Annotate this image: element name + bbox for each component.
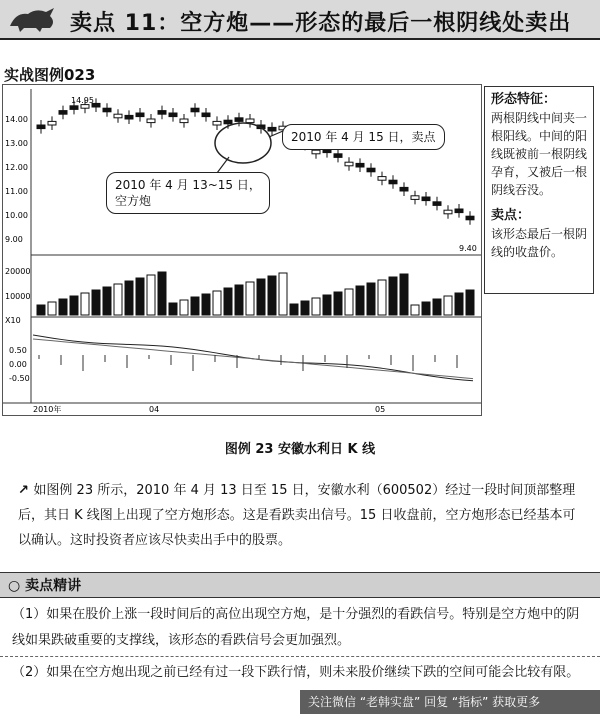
candle-body — [411, 196, 419, 200]
volume-bar — [257, 279, 265, 315]
volume-bar — [367, 283, 375, 315]
volume-bar — [378, 280, 386, 315]
volume-bar — [334, 292, 342, 315]
volume-bar — [301, 301, 309, 315]
point-1: （1）如果在股价上涨一段时间后的高位出现空方炮，是十分强烈的看跌信号。特别是空方炮中的阴线如果跌破重要的支撑线，该形态的看跌信号会更加强烈。 — [12, 607, 580, 648]
candle-body — [444, 210, 452, 214]
sell-heading: 卖点： — [491, 208, 531, 223]
callout-pattern-line1: 2010 年 4 月 13~15 日， — [115, 178, 261, 192]
volume-bar — [466, 290, 474, 315]
volume-bar — [455, 293, 463, 315]
volume-bar — [345, 289, 353, 315]
candle-body — [81, 105, 89, 109]
volume-bar — [147, 275, 155, 315]
candle-body — [48, 121, 56, 125]
candle-body — [312, 150, 320, 154]
price-tick: 14.00 — [5, 115, 28, 124]
candle-body — [158, 111, 166, 115]
volume-bar — [136, 278, 144, 315]
volume-bar — [92, 290, 100, 315]
feature-box — [484, 86, 594, 294]
volume-bar — [224, 288, 232, 315]
candle-body — [367, 168, 375, 172]
price-tick: 11.00 — [5, 187, 28, 196]
candle-body — [202, 113, 210, 117]
watermark-banner: 关注微信 “老韩实盘” 回复 “指标” 获取更多 — [300, 690, 600, 714]
vol-tick-1: 10000 — [5, 292, 31, 301]
candle-body — [180, 119, 188, 123]
candle-body — [70, 106, 78, 110]
callout-pattern — [106, 172, 270, 214]
volume-bars — [37, 272, 474, 315]
volume-bar — [356, 286, 364, 315]
callout-pattern-line2: 空方炮 — [115, 194, 152, 208]
price-axis — [5, 115, 28, 244]
candle-body — [455, 209, 463, 213]
candle-body — [389, 180, 397, 184]
volume-bar — [389, 277, 397, 315]
candle-body — [191, 108, 199, 112]
section-bar — [0, 572, 600, 598]
candle-body — [433, 202, 441, 206]
volume-bar — [202, 294, 210, 315]
point-2: （2）如果在空方炮出现之前已经有过一段下跌行情，则未来股价继续下跌的空间可能会比较有限。 — [12, 665, 580, 680]
candle-body — [345, 162, 353, 166]
sell-text: 该形态最后一根阴线的收盘价。 — [491, 227, 588, 259]
macd-tick-2: -0.50 — [9, 374, 30, 383]
volume-bar — [246, 282, 254, 315]
macd-dif-line — [33, 335, 473, 381]
section-title-text: 卖点精讲 — [25, 578, 82, 594]
callout-sell-point: 2010 年 4 月 15 日，卖点 — [282, 124, 445, 150]
volume-bar — [81, 293, 89, 315]
volume-bar — [444, 296, 452, 315]
pointer-arrow-icon: ↗ — [18, 483, 34, 498]
vol-tick-0: 20000 — [5, 267, 31, 276]
end-price-label: 9.40 — [459, 244, 477, 253]
x-label-1: 04 — [149, 405, 160, 414]
volume-bar — [400, 274, 408, 315]
x-label-0: 2010年 — [33, 405, 62, 414]
candle-body — [400, 187, 408, 191]
feature-heading: 形态特征： — [491, 92, 557, 107]
volume-bar — [433, 299, 441, 315]
candle-body — [103, 108, 111, 112]
candle-body — [466, 216, 474, 220]
volume-bar — [59, 299, 67, 315]
volume-bar — [125, 281, 133, 315]
figure-caption: 图例 23 安徽水利日 K 线 — [224, 442, 376, 457]
volume-bar — [158, 272, 166, 315]
candle-body — [246, 119, 254, 123]
body-paragraph-text: 如图例 23 所示，2010 年 4 月 13 日至 15 日，安徽水利（600502）经过一段时间顶部整理后，其日 K 线图上出现了空方炮形态。这是看跌卖出信号。15 日收盘前，空方炮形态已经基本可以确认。这时投资者应该尽快卖出手中的股票。 — [18, 483, 576, 548]
highlight-circle — [215, 123, 271, 163]
separator — [0, 656, 600, 657]
volume-bar — [213, 291, 221, 315]
section-title: ○ 卖点精讲 — [8, 578, 82, 594]
candle-body — [378, 177, 386, 181]
example-label: 实战图例023 — [4, 66, 96, 84]
candle-body — [147, 119, 155, 123]
volume-bar — [180, 300, 188, 315]
top-price-label: 14.95 — [71, 96, 94, 105]
candle-body — [224, 120, 232, 124]
volume-bar — [422, 302, 430, 315]
macd-dea-line — [33, 339, 473, 379]
volume-bar — [411, 305, 419, 315]
candle-body — [37, 125, 45, 129]
volume-bar — [103, 287, 111, 315]
macd-tick-0: 0.50 — [9, 346, 27, 355]
candle-body — [422, 197, 430, 201]
candle-body — [125, 115, 133, 119]
x-label-2: 05 — [375, 405, 386, 414]
candle-body — [59, 111, 67, 115]
candle-body — [334, 154, 342, 158]
vol-unit: X10 — [5, 316, 21, 325]
volume-bar — [191, 297, 199, 315]
candle-body — [356, 163, 364, 167]
feature-text: 两根阴线中间夹一根阳线。中间的阳线既被前一根阴线孕育，又被后一根阴线吞没。 — [491, 111, 588, 197]
volume-bar — [323, 295, 331, 315]
volume-bar — [235, 285, 243, 315]
candle-body — [136, 113, 144, 117]
bull-icon — [6, 4, 58, 34]
volume-bar — [268, 276, 276, 315]
candle-body — [268, 127, 276, 131]
price-tick: 10.00 — [5, 211, 28, 220]
price-tick: 13.00 — [5, 139, 28, 148]
macd-tick-1: 0.00 — [9, 360, 27, 369]
candle-body — [213, 121, 221, 125]
volume-bar — [290, 304, 298, 315]
page-title: 卖点 11：空方炮——形态的最后一根阴线处卖出 — [70, 11, 572, 36]
candle-body — [114, 114, 122, 118]
volume-bar — [279, 273, 287, 315]
volume-bar — [169, 303, 177, 315]
volume-bar — [37, 305, 45, 315]
price-tick: 9.00 — [5, 235, 23, 244]
body-paragraph — [18, 478, 584, 553]
candle-body — [169, 113, 177, 117]
macd-panel — [33, 335, 473, 381]
candle-body — [235, 118, 243, 122]
volume-bar — [114, 284, 122, 315]
volume-bar — [70, 296, 78, 315]
volume-bar — [312, 298, 320, 315]
volume-bar — [48, 302, 56, 315]
price-tick: 12.00 — [5, 163, 28, 172]
